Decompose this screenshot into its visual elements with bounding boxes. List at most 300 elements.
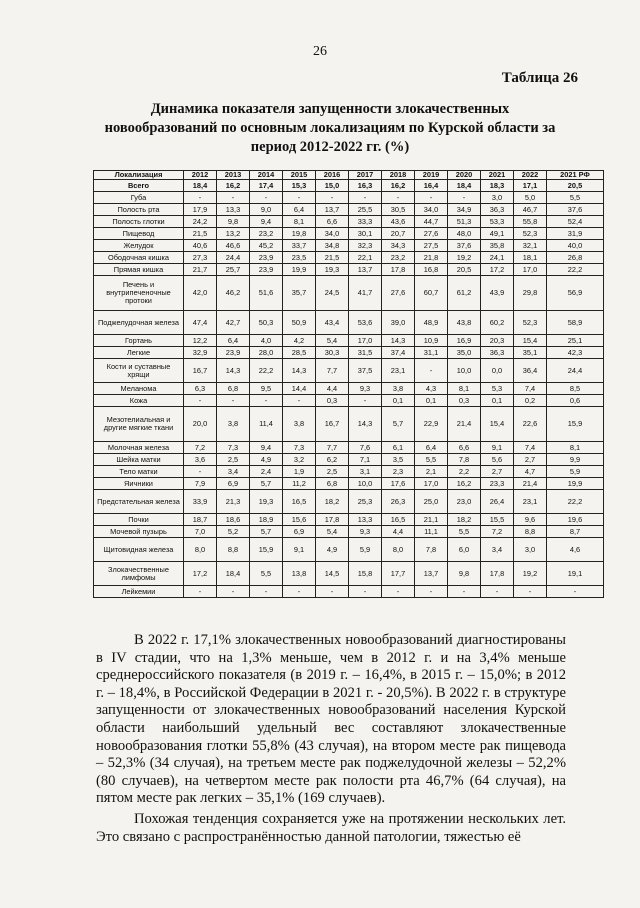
table-cell: 23,1: [382, 359, 415, 383]
table-cell: 3,0: [514, 538, 547, 562]
table-cell: 0,3: [448, 395, 481, 407]
table-cell: 22,2: [250, 359, 283, 383]
table-cell: 45,2: [250, 240, 283, 252]
header-year: 2014: [250, 171, 283, 180]
table-cell: 17,6: [382, 478, 415, 490]
table-cell: 7,7: [316, 359, 349, 383]
table-cell: 5,5: [448, 526, 481, 538]
table-cell: 55,8: [514, 216, 547, 228]
table-cell: -: [217, 395, 250, 407]
table-cell: 60,7: [415, 276, 448, 311]
table-row: [94, 204, 604, 216]
table-cell: 20,0: [184, 407, 217, 442]
table-cell: -: [184, 192, 217, 204]
table-cell: 15,8: [349, 562, 382, 586]
table-cell: 6,9: [283, 526, 316, 538]
table-cell: 7,0: [184, 526, 217, 538]
table-row: [94, 216, 604, 228]
table-cell: 42,0: [184, 276, 217, 311]
table-cell: 15,4: [481, 407, 514, 442]
table-cell: 53,6: [349, 311, 382, 335]
table-cell: 18,9: [250, 514, 283, 526]
table-cell: 3,5: [382, 454, 415, 466]
table-cell: 21,3: [217, 490, 250, 514]
table-cell: 13,7: [316, 204, 349, 216]
table-cell: 33,3: [349, 216, 382, 228]
table-cell: 21,4: [448, 407, 481, 442]
table-cell: 25,5: [349, 204, 382, 216]
table-cell: 20,3: [481, 335, 514, 347]
table-row: [94, 490, 604, 514]
table-cell: 9,6: [514, 514, 547, 526]
table-cell: 46,6: [217, 240, 250, 252]
row-label: Яичники: [94, 478, 184, 490]
table-cell: -: [283, 586, 316, 598]
table-cell: 25,7: [217, 264, 250, 276]
table-cell: 5,2: [217, 526, 250, 538]
table-row: [94, 407, 604, 442]
table-cell: 28,0: [250, 347, 283, 359]
table-cell: 52,3: [514, 228, 547, 240]
table-cell: 58,9: [547, 311, 604, 335]
table-cell: 20,5: [547, 180, 604, 192]
table-cell: 3,1: [349, 466, 382, 478]
table-cell: 23,9: [250, 264, 283, 276]
table-cell: 3,0: [481, 192, 514, 204]
table-cell: 13,7: [415, 562, 448, 586]
table-cell: 22,2: [547, 490, 604, 514]
table-cell: 16,5: [283, 490, 316, 514]
table-cell: 32,3: [349, 240, 382, 252]
table-cell: 51,6: [250, 276, 283, 311]
table-cell: 34,3: [382, 240, 415, 252]
table-cell: 52,4: [547, 216, 604, 228]
table-cell: 4,2: [283, 335, 316, 347]
table-cell: 35,8: [481, 240, 514, 252]
row-label: Молочная железа: [94, 442, 184, 454]
table-cell: 16,2: [217, 180, 250, 192]
table-cell: 6,2: [316, 454, 349, 466]
table-cell: -: [349, 192, 382, 204]
table-cell: 15,3: [283, 180, 316, 192]
table-cell: 11,1: [415, 526, 448, 538]
table-cell: 7,8: [448, 454, 481, 466]
table-cell: 6,4: [415, 442, 448, 454]
table-cell: 4,9: [250, 454, 283, 466]
table-cell: 5,7: [382, 407, 415, 442]
table-cell: 18,1: [514, 252, 547, 264]
table-cell: 7,2: [184, 442, 217, 454]
table-cell: 44,7: [415, 216, 448, 228]
table-cell: -: [547, 586, 604, 598]
table-cell: 3,8: [217, 407, 250, 442]
table-row: [94, 454, 604, 466]
table-cell: 8,8: [514, 526, 547, 538]
table-cell: 8,1: [547, 442, 604, 454]
table-cell: -: [217, 192, 250, 204]
table-cell: -: [415, 192, 448, 204]
table-cell: 16,7: [316, 407, 349, 442]
table-cell: 5,3: [481, 383, 514, 395]
table-cell: 2,5: [217, 454, 250, 466]
table-cell: 6,1: [382, 442, 415, 454]
table-row: [94, 395, 604, 407]
table-cell: 26,3: [382, 490, 415, 514]
table-cell: 3,4: [481, 538, 514, 562]
table-cell: 13,3: [349, 514, 382, 526]
table-cell: -: [250, 586, 283, 598]
body-paragraph-2: [96, 811, 566, 846]
table-cell: -: [250, 192, 283, 204]
table-cell: 4,9: [316, 538, 349, 562]
table-cell: 0,1: [415, 395, 448, 407]
row-label: Кости и суставные хрящи: [94, 359, 184, 383]
table-cell: -: [283, 395, 316, 407]
header-year: 2020: [448, 171, 481, 180]
table-row: [94, 252, 604, 264]
table-cell: 16,8: [415, 264, 448, 276]
table-row: [94, 335, 604, 347]
table-cell: 61,2: [448, 276, 481, 311]
table-cell: 21,8: [415, 252, 448, 264]
table-cell: 43,9: [481, 276, 514, 311]
table-cell: 27,5: [415, 240, 448, 252]
table-cell: 22,1: [349, 252, 382, 264]
table-cell: 16,7: [184, 359, 217, 383]
table-cell: 9,4: [250, 442, 283, 454]
table-cell: 9,3: [349, 526, 382, 538]
table-header-row: [94, 171, 604, 180]
table-cell: 0,1: [481, 395, 514, 407]
table-cell: 7,8: [415, 538, 448, 562]
table-cell: 3,2: [283, 454, 316, 466]
table-cell: 21,1: [415, 514, 448, 526]
table-row: [94, 311, 604, 335]
table-cell: 18,4: [184, 180, 217, 192]
table-cell: 8,1: [283, 216, 316, 228]
row-label: Предстательная железа: [94, 490, 184, 514]
header-year: 2013: [217, 171, 250, 180]
table-cell: 18,4: [448, 180, 481, 192]
table-cell: -: [184, 466, 217, 478]
table-cell: 34,8: [316, 240, 349, 252]
table-cell: -: [250, 395, 283, 407]
table-cell: 16,3: [349, 180, 382, 192]
table-cell: 50,9: [283, 311, 316, 335]
row-label: Легкие: [94, 347, 184, 359]
table-cell: 17,8: [316, 514, 349, 526]
table-cell: 60,2: [481, 311, 514, 335]
table-cell: 32,9: [184, 347, 217, 359]
table-cell: 3,6: [184, 454, 217, 466]
table-cell: 16,2: [448, 478, 481, 490]
table-cell: -: [184, 395, 217, 407]
row-label: Поджелудочная железа: [94, 311, 184, 335]
header-year: 2022: [514, 171, 547, 180]
title-line: Динамика показателя запущенности злокачественных: [150, 101, 510, 117]
table-cell: 10,0: [448, 359, 481, 383]
table-cell: 16,9: [448, 335, 481, 347]
table-cell: 17,8: [382, 264, 415, 276]
table-cell: 17,4: [250, 180, 283, 192]
table-cell: 37,6: [448, 240, 481, 252]
row-label: Полость глотки: [94, 216, 184, 228]
table-cell: 43,8: [448, 311, 481, 335]
table-cell: -: [448, 192, 481, 204]
table-cell: 25,1: [547, 335, 604, 347]
paragraph-text: В 2022 г. 17,1% злокачественных новообразований диагностированы в IV стадии, что на 1,3% меньше, чем в 2012 г. и на 3,4% меньше среднероссийского показателя (в 2019 г. – 16,4%, в 2015 г. – 15,0%; в 2012 г. – 18,4%, в Российской Федерации в 2021 г. - 20,5%). В 2022 г. в структуре запущенности от злокачественных новообразований населения Курской области наибольший удельный вес составляют злокачественные новообразования глотки 55,8% (43 случая), на втором месте рак пищевода – 52,3% (34 случая), на третьем месте рак поджелудочной железы – 52,2% (80 случаев), на четвертом месте рак полости рта 46,7% (64 случая), на пятом месте рак легких – 35,1% (169 случаев).: [96, 632, 566, 807]
table-cell: 31,9: [547, 228, 604, 240]
table-cell: 23,2: [250, 228, 283, 240]
table-row: [94, 514, 604, 526]
header-year: 2015: [283, 171, 316, 180]
row-label: Полость рта: [94, 204, 184, 216]
table-cell: 3,8: [283, 407, 316, 442]
header-year: 2017: [349, 171, 382, 180]
title-line: новообразований по основным локализациям по Курской области за: [104, 120, 556, 136]
table-row: [94, 562, 604, 586]
table-cell: 19,9: [547, 478, 604, 490]
table-cell: 0,3: [316, 395, 349, 407]
table-cell: 11,4: [250, 407, 283, 442]
table-cell: 25,3: [349, 490, 382, 514]
table-cell: 17,7: [382, 562, 415, 586]
table-cell: 5,4: [316, 335, 349, 347]
row-label: Лейкемии: [94, 586, 184, 598]
table-cell: 56,9: [547, 276, 604, 311]
table-cell: 51,3: [448, 216, 481, 228]
table-cell: 7,2: [481, 526, 514, 538]
table-cell: 6,4: [283, 204, 316, 216]
table-cell: 13,7: [349, 264, 382, 276]
table-cell: 27,6: [382, 276, 415, 311]
table-cell: 23,2: [382, 252, 415, 264]
table-cell: 14,3: [382, 335, 415, 347]
table-cell: 46,7: [514, 204, 547, 216]
table-cell: 36,4: [514, 359, 547, 383]
row-label: Желудок: [94, 240, 184, 252]
table-cell: 3,4: [217, 466, 250, 478]
table-cell: 8,1: [448, 383, 481, 395]
table-cell: 18,3: [481, 180, 514, 192]
table-cell: -: [184, 586, 217, 598]
table-cell: 19,1: [547, 562, 604, 586]
page-number: 26: [313, 44, 327, 59]
table-cell: 2,1: [415, 466, 448, 478]
table-cell: 4,0: [250, 335, 283, 347]
row-label: Злокачественные лимфомы: [94, 562, 184, 586]
table-cell: 42,7: [217, 311, 250, 335]
table-cell: 15,9: [547, 407, 604, 442]
paragraph-text: Похожая тенденция сохраняется уже на протяжении нескольких лет. Это связано с распространённостью данной патологии, тяжестью её: [96, 811, 566, 845]
table-cell: 2,5: [316, 466, 349, 478]
table-cell: 37,6: [547, 204, 604, 216]
table-cell: -: [283, 192, 316, 204]
table-cell: 40,6: [184, 240, 217, 252]
table-row: [94, 347, 604, 359]
table-cell: 0,2: [514, 395, 547, 407]
table-cell: 22,9: [415, 407, 448, 442]
table-cell: 7,4: [514, 442, 547, 454]
table-cell: 10,9: [415, 335, 448, 347]
table-cell: 8,5: [547, 383, 604, 395]
table-cell: 33,7: [283, 240, 316, 252]
table-cell: 35,7: [283, 276, 316, 311]
table-cell: -: [316, 586, 349, 598]
table-cell: -: [415, 586, 448, 598]
header-localization: Локализация: [94, 171, 184, 180]
table-cell: 4,4: [382, 526, 415, 538]
table-cell: -: [448, 586, 481, 598]
table-cell: 17,0: [415, 478, 448, 490]
table-cell: 18,2: [316, 490, 349, 514]
table-cell: 19,2: [448, 252, 481, 264]
table-cell: 24,4: [547, 359, 604, 383]
table-cell: 9,1: [283, 538, 316, 562]
table-cell: 9,8: [217, 216, 250, 228]
table-cell: 7,1: [349, 454, 382, 466]
table-cell: 16,4: [415, 180, 448, 192]
table-cell: 0,6: [547, 395, 604, 407]
row-label: Мочевой пузырь: [94, 526, 184, 538]
table-cell: 14,3: [283, 359, 316, 383]
table-cell: 5,0: [514, 192, 547, 204]
table-cell: 28,5: [283, 347, 316, 359]
table-cell: 16,2: [382, 180, 415, 192]
table-cell: -: [217, 586, 250, 598]
table-cell: 26,4: [481, 490, 514, 514]
table-cell: 48,0: [448, 228, 481, 240]
table-row: [94, 192, 604, 204]
row-label: Щитовидная железа: [94, 538, 184, 562]
table-cell: 19,2: [514, 562, 547, 586]
table-cell: 14,3: [217, 359, 250, 383]
table-row: [94, 228, 604, 240]
header-year: 2021 РФ: [547, 171, 604, 180]
table-cell: -: [481, 586, 514, 598]
table-cell: 42,3: [547, 347, 604, 359]
table-cell: 17,9: [184, 204, 217, 216]
table-cell: 49,1: [481, 228, 514, 240]
table-cell: -: [349, 395, 382, 407]
table-cell: 15,6: [283, 514, 316, 526]
table-cell: 2,2: [448, 466, 481, 478]
table-row: [94, 538, 604, 562]
table-cell: 18,6: [217, 514, 250, 526]
table-cell: 33,9: [184, 490, 217, 514]
table-cell: 43,6: [382, 216, 415, 228]
table-cell: 11,2: [283, 478, 316, 490]
table-cell: 5,6: [481, 454, 514, 466]
table-cell: 23,9: [217, 347, 250, 359]
table-cell: 22,6: [514, 407, 547, 442]
table-cell: 23,9: [250, 252, 283, 264]
table-cell: 34,0: [415, 204, 448, 216]
table-cell: 6,8: [217, 383, 250, 395]
table-row: [94, 276, 604, 311]
table-cell: 37,4: [382, 347, 415, 359]
table-cell: 24,2: [184, 216, 217, 228]
table-cell: 36,3: [481, 347, 514, 359]
table-cell: 17,0: [349, 335, 382, 347]
table-cell: 21,5: [184, 228, 217, 240]
table-cell: 23,3: [481, 478, 514, 490]
table-cell: -: [316, 192, 349, 204]
table-cell: 5,4: [316, 526, 349, 538]
table-cell: -: [382, 192, 415, 204]
table-row: [94, 526, 604, 538]
table-cell: 5,5: [547, 192, 604, 204]
table-cell: 21,4: [514, 478, 547, 490]
table-cell: 20,5: [448, 264, 481, 276]
table-cell: 21,7: [184, 264, 217, 276]
table-cell: 2,7: [481, 466, 514, 478]
header-year: 2019: [415, 171, 448, 180]
table-cell: 12,2: [184, 335, 217, 347]
table-cell: 2,3: [382, 466, 415, 478]
table-cell: 4,7: [514, 466, 547, 478]
table-cell: 30,3: [316, 347, 349, 359]
table-cell: 15,5: [481, 514, 514, 526]
table-cell: 34,9: [448, 204, 481, 216]
table-cell: -: [349, 586, 382, 598]
row-label: Мезотелиальная и другие мягкие ткани: [94, 407, 184, 442]
table-cell: 50,3: [250, 311, 283, 335]
table-cell: 21,5: [316, 252, 349, 264]
table-cell: 24,5: [316, 276, 349, 311]
table-cell: 15,0: [316, 180, 349, 192]
table-row: [94, 264, 604, 276]
table-cell: 19,8: [283, 228, 316, 240]
table-cell: 36,3: [481, 204, 514, 216]
table-cell: 15,4: [514, 335, 547, 347]
table-cell: 19,6: [547, 514, 604, 526]
table-row: [94, 586, 604, 598]
table-cell: 6,0: [448, 538, 481, 562]
table-cell: 20,7: [382, 228, 415, 240]
header-year: 2021: [481, 171, 514, 180]
table-cell: 8,8: [217, 538, 250, 562]
table-cell: 19,3: [250, 490, 283, 514]
table-cell: 23,1: [514, 490, 547, 514]
table-cell: 52,3: [514, 311, 547, 335]
table-cell: -: [514, 586, 547, 598]
neglect-dynamics-table: [93, 170, 604, 598]
table-cell: 23,5: [283, 252, 316, 264]
header-year: 2018: [382, 171, 415, 180]
table-cell: 23,0: [448, 490, 481, 514]
table-cell: 9,8: [448, 562, 481, 586]
table-cell: 46,2: [217, 276, 250, 311]
table-cell: 53,3: [481, 216, 514, 228]
row-label: Пищевод: [94, 228, 184, 240]
row-label: Кожа: [94, 395, 184, 407]
table-cell: 27,6: [415, 228, 448, 240]
table-cell: 13,2: [217, 228, 250, 240]
row-label: Меланома: [94, 383, 184, 395]
table-cell: 4,4: [316, 383, 349, 395]
row-label: Ободочная кишка: [94, 252, 184, 264]
table-cell: 3,8: [382, 383, 415, 395]
table-cell: 5,7: [250, 526, 283, 538]
table-cell: 30,1: [349, 228, 382, 240]
table-cell: 27,3: [184, 252, 217, 264]
table-row: [94, 478, 604, 490]
table-cell: 29,8: [514, 276, 547, 311]
table-cell: 8,7: [547, 526, 604, 538]
table-cell: 8,0: [184, 538, 217, 562]
table-cell: 17,8: [481, 562, 514, 586]
